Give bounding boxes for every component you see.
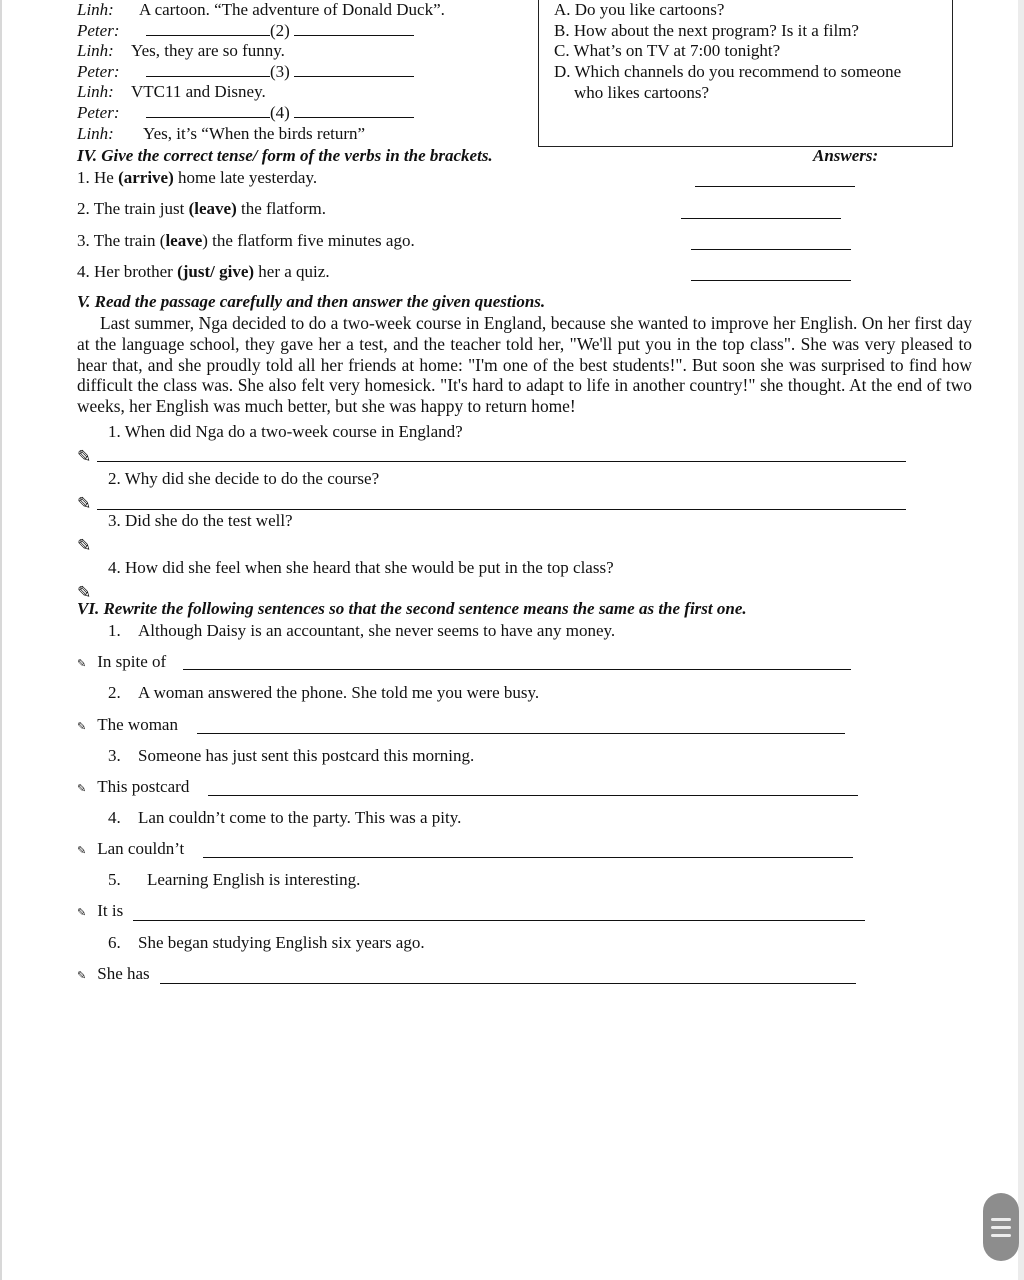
verb-item: 1. He (arrive) home late yesterday. [77,168,318,187]
rewrite-prompt-6: ✎ She has [77,964,150,986]
rewrite-prompt-2: ✎ The woman [77,715,178,737]
dialogue-line: A cartoon. “The adventure of Donald Duck”. [139,0,445,19]
dialogue-line: Yes, it’s “When the birds return” [143,124,366,143]
rewrite-prompt-5: ✎ It is [77,901,123,923]
blank-number: (3) [270,62,290,81]
speaker-label: Peter: [77,62,120,81]
blank-number: (2) [270,21,290,40]
speaker-label: Linh: [77,41,114,60]
dialogue-line: VTC11 and Disney. [131,82,266,101]
answer-line-1[interactable] [695,186,855,187]
verb-item: 2. The train just (leave) the flatform. [77,199,326,218]
option-d-continued: who likes cartoons? [574,83,710,102]
rewrite-item-6: 6. She began studying English six years ago. [108,933,425,952]
blank-number: (4) [270,103,290,122]
dialogue-blank-line[interactable] [146,62,414,82]
pencil-icon: ✎ [77,494,92,513]
answer-line-4[interactable] [691,280,851,281]
pencil-icon: ✎ [77,658,87,670]
question-2: 2. Why did she decide to do the course? [108,469,380,488]
pencil-icon: ✎ [77,536,92,555]
pencil-icon: ✎ [77,447,92,466]
pencil-icon: ✎ [77,583,92,602]
scroll-handle-icon[interactable] [983,1193,1019,1261]
page-right-edge [1018,0,1024,1280]
answer-line-r1[interactable] [183,669,851,670]
question-3: 3. Did she do the test well? [108,511,293,530]
dialogue-line: Yes, they are so funny. [131,41,285,60]
pencil-icon: ✎ [77,907,87,919]
answer-line-q1[interactable] [97,461,906,462]
answer-line-r4[interactable] [203,857,853,858]
dialogue-blank-line[interactable] [146,21,414,41]
rewrite-prompt-3: ✎ This postcard [77,777,189,799]
answer-line-2[interactable] [681,218,841,219]
speaker-label: Linh: [77,124,114,143]
question-1: 1. When did Nga do a two-week course in England? [108,422,463,441]
rewrite-item-5: 5. Learning English is interesting. [108,870,361,889]
page-left-edge [0,0,2,1280]
pencil-icon: ✎ [77,845,87,857]
pencil-icon: ✎ [77,783,87,795]
option-a: A. Do you like cartoons? [554,0,725,19]
answers-label: Answers: [813,146,879,165]
pencil-icon: ✎ [77,721,87,733]
dialogue-blank-line[interactable] [146,103,414,123]
speaker-label: Peter: [77,103,120,122]
section-4-title: IV. Give the correct tense/ form of the verbs in the brackets. [77,146,493,165]
rewrite-prompt-4: ✎ Lan couldn’t [77,839,184,861]
speaker-label: Linh: [77,0,114,19]
rewrite-item-4: 4. Lan couldn’t come to the party. This was a pity. [108,808,462,827]
rewrite-prompt-1: ✎ In spite of [77,652,166,674]
answer-line-r5[interactable] [133,920,865,921]
answer-line-3[interactable] [691,249,851,250]
verb-item: 3. The train (leave) the flatform five minutes ago. [77,231,415,250]
option-c: C. What’s on TV at 7:00 tonight? [554,41,781,60]
answer-line-q2[interactable] [97,509,906,510]
pencil-icon: ✎ [77,970,87,982]
answer-line-r6[interactable] [160,983,856,984]
speaker-label: Peter: [77,21,120,40]
reading-passage: Last summer, Nga decided to do a two-week course in England, because she wanted to improve her English. On her first day at the language school, they gave her a test, and the teacher told her, "We'll put you in the top class". She was very pleased to hear that, and she proudly told all her friends at home: "I'm one of the best students!". But soon she was surprised to find how difficult the class was. She also felt very homesick. "It's hard to adapt to life in another country!" she thought. At the end of two weeks, her English was much better, but she was happy to return home! [77,313,972,417]
section-5-title: V. Read the passage carefully and then answer the given questions. [77,292,546,311]
rewrite-item-2: 2. A woman answered the phone. She told me you were busy. [108,683,540,702]
question-4: 4. How did she feel when she heard that she would be put in the top class? [108,558,614,577]
answer-line-r3[interactable] [208,795,858,796]
rewrite-item-3: 3. Someone has just sent this postcard this morning. [108,746,475,765]
speaker-label: Linh: [77,82,114,101]
option-d: D. Which channels do you recommend to someone [554,62,902,81]
option-b: B. How about the next program? Is it a film? [554,21,859,40]
rewrite-item-1: 1. Although Daisy is an accountant, she never seems to have any money. [108,621,616,640]
answer-line-r2[interactable] [197,733,845,734]
verb-item: 4. Her brother (just/ give) her a quiz. [77,262,330,281]
section-6-title: VI. Rewrite the following sentences so that the second sentence means the same as the first one. [77,599,747,618]
